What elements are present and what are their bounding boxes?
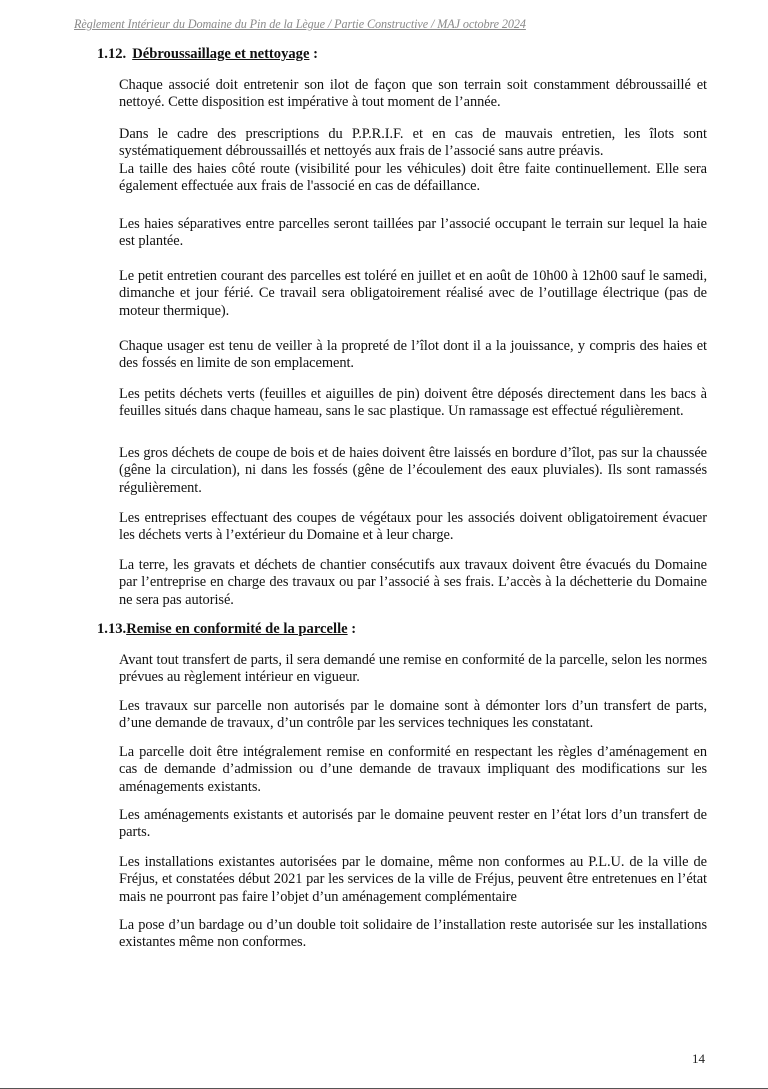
section-number: 1.12. bbox=[97, 46, 127, 62]
paragraph: La terre, les gravats et déchets de chantier consécutifs aux travaux doivent être évacués du Domaine par l’entreprise en charge des travaux ou par l’associé à ses frais. L’accès à la déchetterie du Domaine ne sera pas autorisé. bbox=[119, 557, 707, 608]
paragraph: Chaque usager est tenu de veiller à la propreté de l’îlot dont il a la jouissance, y compris des haies et des fossés en limite de son emplacement. bbox=[119, 338, 707, 372]
paragraph: Dans le cadre des prescriptions du P.P.R.I.F. et en cas de mauvais entretien, les îlots sont systématiquement débroussaillés et nettoyés aux frais de l’associé sans autre préavis. bbox=[119, 126, 707, 160]
section-title-suffix: : bbox=[309, 46, 318, 62]
paragraph: La pose d’un bardage ou d’un double toit solidaire de l’installation reste autorisée sur les installations existantes même non conformes. bbox=[119, 917, 707, 951]
paragraph: Avant tout transfert de parts, il sera demandé une remise en conformité de la parcelle, selon les normes prévues au règlement intérieur en vigueur. bbox=[119, 652, 707, 686]
paragraph: La taille des haies côté route (visibilité pour les véhicules) doit être faite continuellement. Elle sera également effectuée aux frais de l'associé en cas de défaillance. bbox=[119, 161, 707, 195]
paragraph: Le petit entretien courant des parcelles est toléré en juillet et en août de 10h00 à 12h00 sauf le samedi, dimanche et jour férié. Ce travail sera obligatoirement réalisé avec de l’outillage électrique (pas de moteur thermique). bbox=[119, 268, 707, 319]
paragraph: Les travaux sur parcelle non autorisés par le domaine sont à démonter lors d’un transfert de parts, d’une demande de travaux, d’un contrôle par les services techniques les constatant. bbox=[119, 698, 707, 732]
paragraph: Les aménagements existants et autorisés par le domaine peuvent rester en l’état lors d’un transfert de parts. bbox=[119, 807, 707, 841]
section-number: 1.13. bbox=[97, 621, 127, 637]
paragraph: Les entreprises effectuant des coupes de végétaux pour les associés doivent obligatoirement évacuer les déchets verts à l’extérieur du Domaine et à leur charge. bbox=[119, 510, 707, 544]
running-header: Règlement Intérieur du Domaine du Pin de la Lègue / Partie Constructive / MAJ octobre 2024 bbox=[74, 17, 526, 31]
section-title: Débroussaillage et nettoyage bbox=[132, 46, 310, 62]
paragraph: Chaque associé doit entretenir son ilot de façon que son terrain soit constamment débroussaillé et nettoyé. Cette disposition est impérative à tout moment de l’année. bbox=[119, 77, 707, 111]
section-title-suffix: : bbox=[347, 621, 357, 637]
section-heading-1-12 bbox=[97, 46, 318, 63]
paragraph: Les haies séparatives entre parcelles seront taillées par l’associé occupant le terrain sur lequel la haie est plantée. bbox=[119, 216, 707, 250]
paragraph: Les installations existantes autorisées par le domaine, même non conformes au P.L.U. de la ville de Fréjus, et constatées début 2021 par les services de la ville de Fréjus, peuvent être entretenues en l’état mais ne pourront pas faire l’objet d’un aménagement complémentaire bbox=[119, 854, 707, 905]
paragraph: Les petits déchets verts (feuilles et aiguilles de pin) doivent être déposés directement dans les bacs à feuilles situés dans chaque hameau, sans le sac plastique. Un ramassage est effectué régulièrement. bbox=[119, 386, 707, 420]
page-number: 14 bbox=[692, 1051, 705, 1066]
section-title: Remise en conformité de la parcelle bbox=[126, 621, 348, 637]
paragraph: Les gros déchets de coupe de bois et de haies doivent être laissés en bordure d’îlot, pas sur la chaussée (gêne la circulation), ni dans les fossés (gêne de l’écoulement des eaux pluviales). Ils sont ramassés régulièrement. bbox=[119, 445, 707, 496]
section-heading-1-13 bbox=[97, 621, 356, 638]
paragraph: La parcelle doit être intégralement remise en conformité en respectant les règles d’aménagement en cas de demande d’admission ou d’une demande de travaux impliquant des modifications sur les aménagements existants. bbox=[119, 744, 707, 795]
